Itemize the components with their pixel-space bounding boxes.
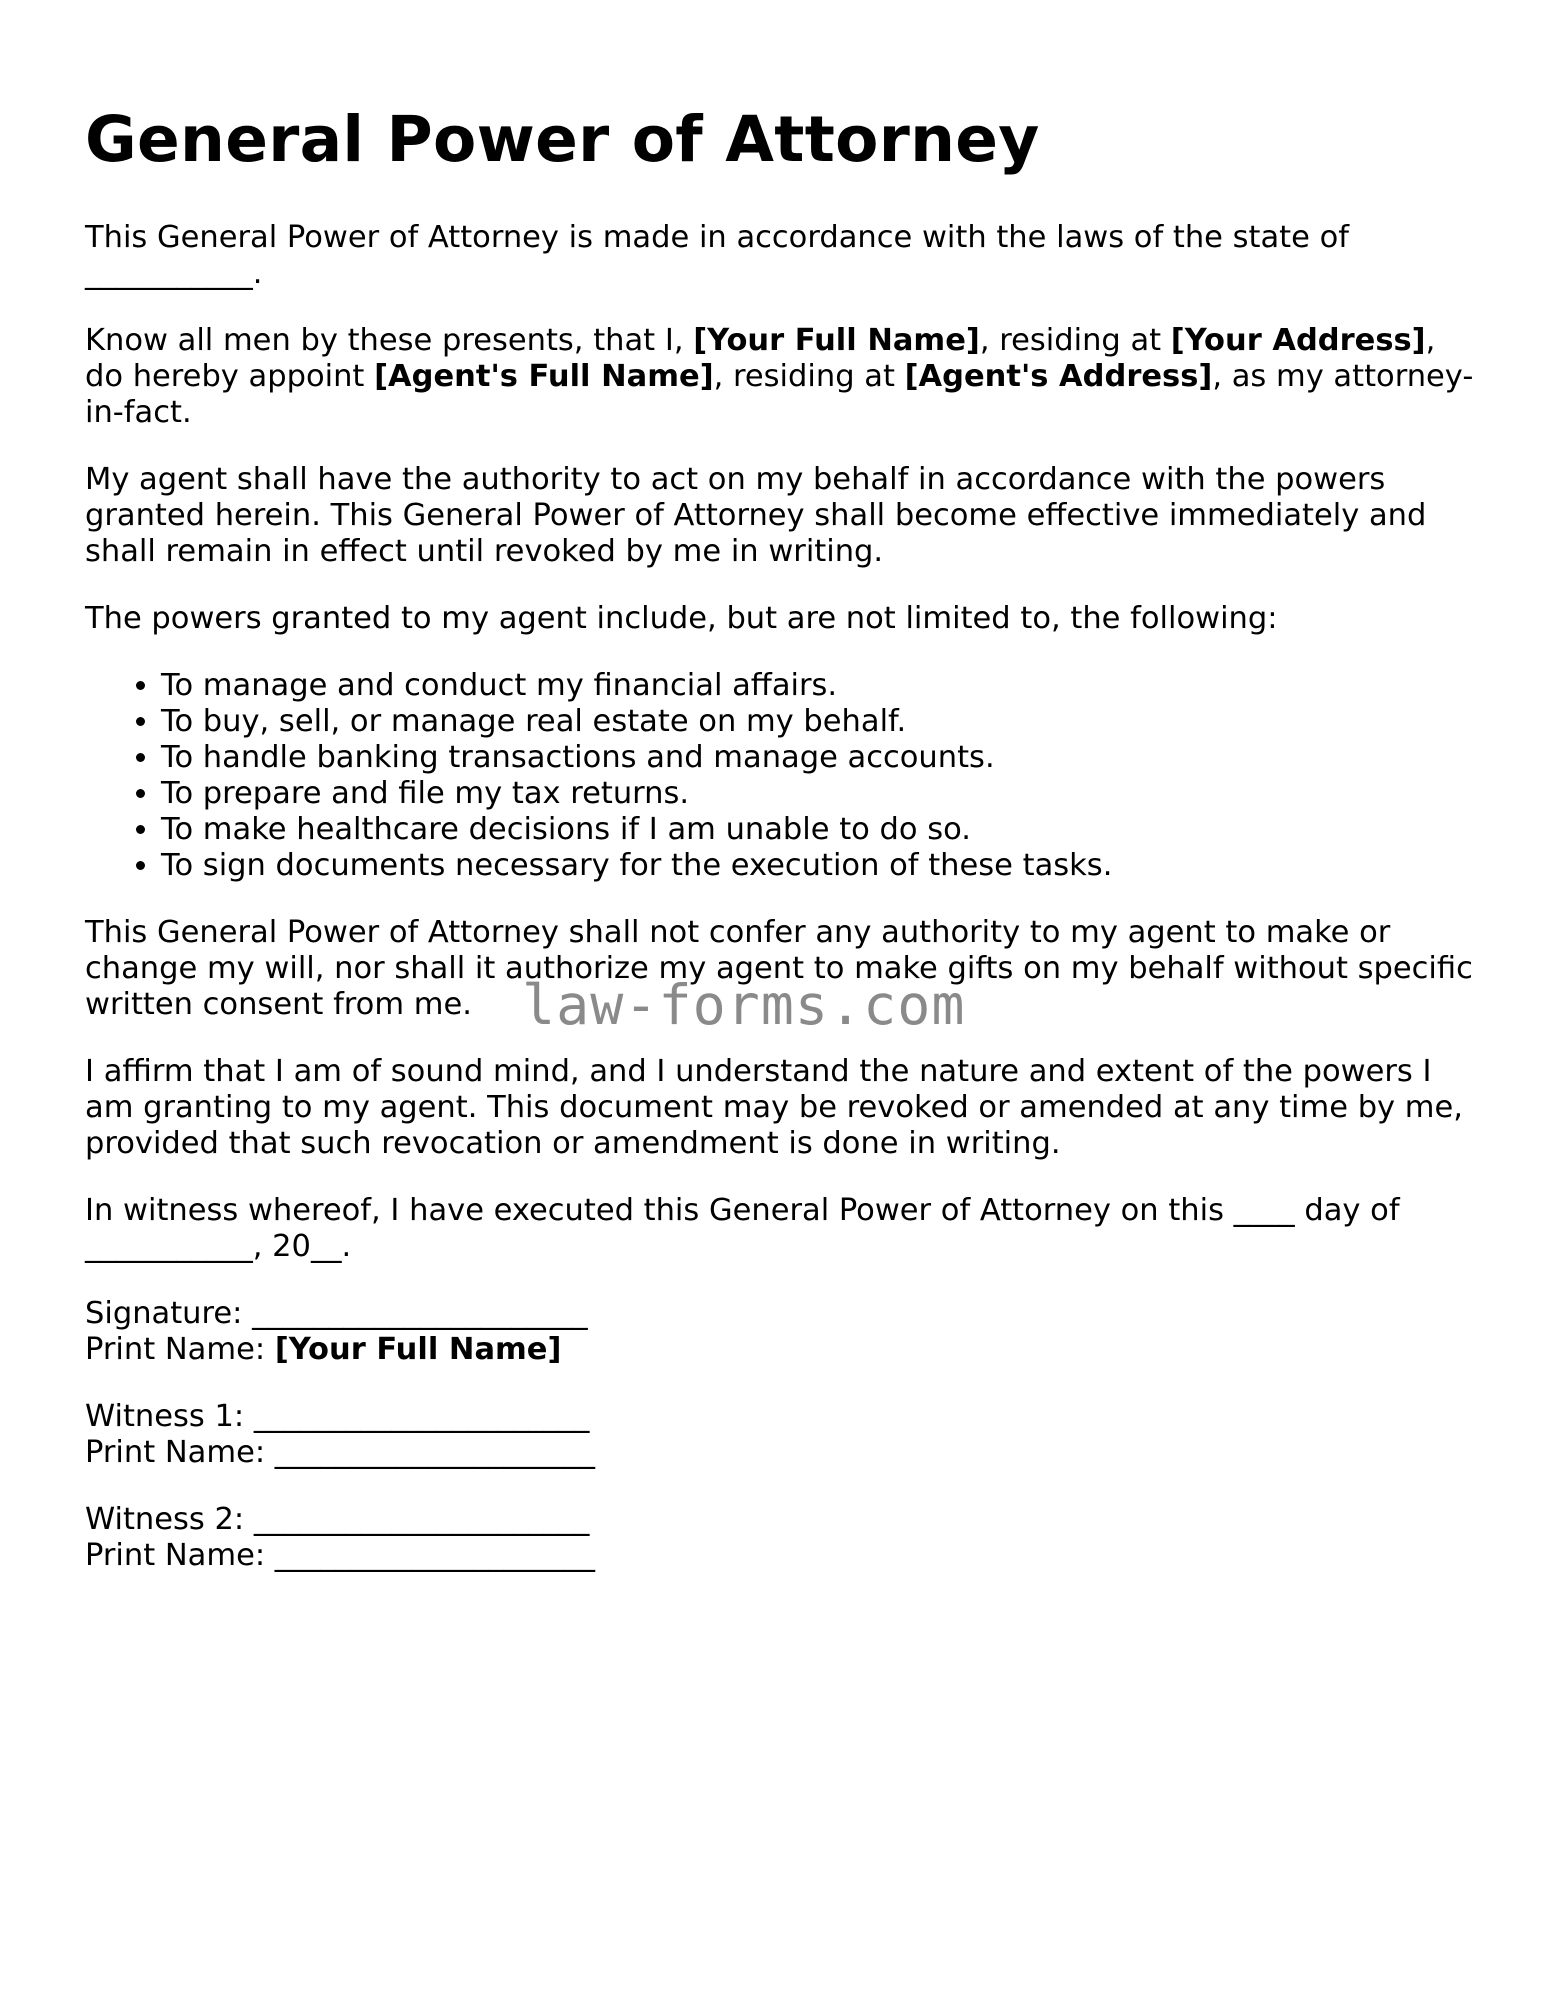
appointment-text-3: , do hereby appoint: [85, 323, 1436, 394]
power-item: • To make healthcare decisions if I am unable to do so.: [161, 812, 1475, 848]
appointment-text-4: , residing at: [713, 359, 905, 394]
appointment-text-2: , residing at: [979, 323, 1171, 358]
print-name-value: [Your Full Name]: [274, 1332, 562, 1367]
print-name-label: Print Name:: [85, 1332, 275, 1367]
date-blank: ___________, 20__.: [85, 1229, 352, 1264]
agent-name-placeholder: [Agent's Full Name]: [374, 359, 714, 394]
witness-2-line: Witness 2: ______________________: [85, 1502, 590, 1537]
authority-paragraph: My agent shall have the authority to act on my behalf in accordance with the powers granted herein. This General Power of Attorney shall become effective immediately and shall remain in effect until revoked by me in writing.: [85, 462, 1427, 569]
witness-clause-text: In witness whereof, I have executed this General Power of Attorney on this ____ day of: [85, 1193, 1400, 1228]
witness-2-print-name-line: Print Name: _____________________: [85, 1538, 596, 1573]
witness-1-block: [85, 1399, 1475, 1471]
witness-1-line: Witness 1: ______________________: [85, 1399, 590, 1434]
document-page: [85, 100, 1475, 1605]
power-item: • To prepare and file my tax returns.: [161, 776, 1475, 812]
power-item: • To sign documents necessary for the execution of these tasks.: [161, 848, 1475, 884]
intro-text: This General Power of Attorney is made in accordance with the laws of the state of: [85, 220, 1349, 255]
affirmation-paragraph: I affirm that I am of sound mind, and I understand the nature and extent of the powers I am granting to my agent. This document may be revoked or amended at any time by me, provided that such revocation or amendment is done in writing.: [85, 1054, 1463, 1161]
print-name-line: [85, 1332, 1475, 1368]
agent-address-placeholder: [Agent's Address]: [904, 359, 1213, 394]
appointment-text-5: , as my attorney-in-fact.: [85, 359, 1474, 430]
power-item: • To buy, sell, or manage real estate on my behalf.: [161, 704, 1475, 740]
powers-intro: The powers granted to my agent include, but are not limited to, the following:: [85, 601, 1278, 636]
appointment-text-1: Know all men by these presents, that I,: [85, 323, 694, 358]
signature-line: Signature: ______________________: [85, 1296, 588, 1331]
appointment-paragraph: [85, 323, 1475, 431]
principal-name-placeholder: [Your Full Name]: [693, 323, 980, 358]
witness-clause: [85, 1193, 1475, 1265]
document-title: General Power of Attorney: [85, 103, 1040, 176]
witness-2-block: [85, 1502, 1475, 1574]
power-item: • To handle banking transactions and manage accounts.: [161, 740, 1475, 776]
principal-signature-block: [85, 1296, 1475, 1368]
powers-list: [85, 668, 1475, 884]
state-blank: ___________.: [85, 256, 263, 291]
watermark: law-forms.com: [522, 973, 966, 1037]
power-item: • To manage and conduct my financial affairs.: [161, 668, 1475, 704]
limitation-paragraph: This General Power of Attorney shall not confer any authority to my agent to make or change my will, nor shall it authorize my agent to make gifts on my behalf without specific written consent from me.: [85, 915, 1473, 1022]
intro-paragraph: [85, 220, 1475, 292]
witness-1-print-name-line: Print Name: _____________________: [85, 1435, 596, 1470]
principal-address-placeholder: [Your Address]: [1170, 323, 1426, 358]
